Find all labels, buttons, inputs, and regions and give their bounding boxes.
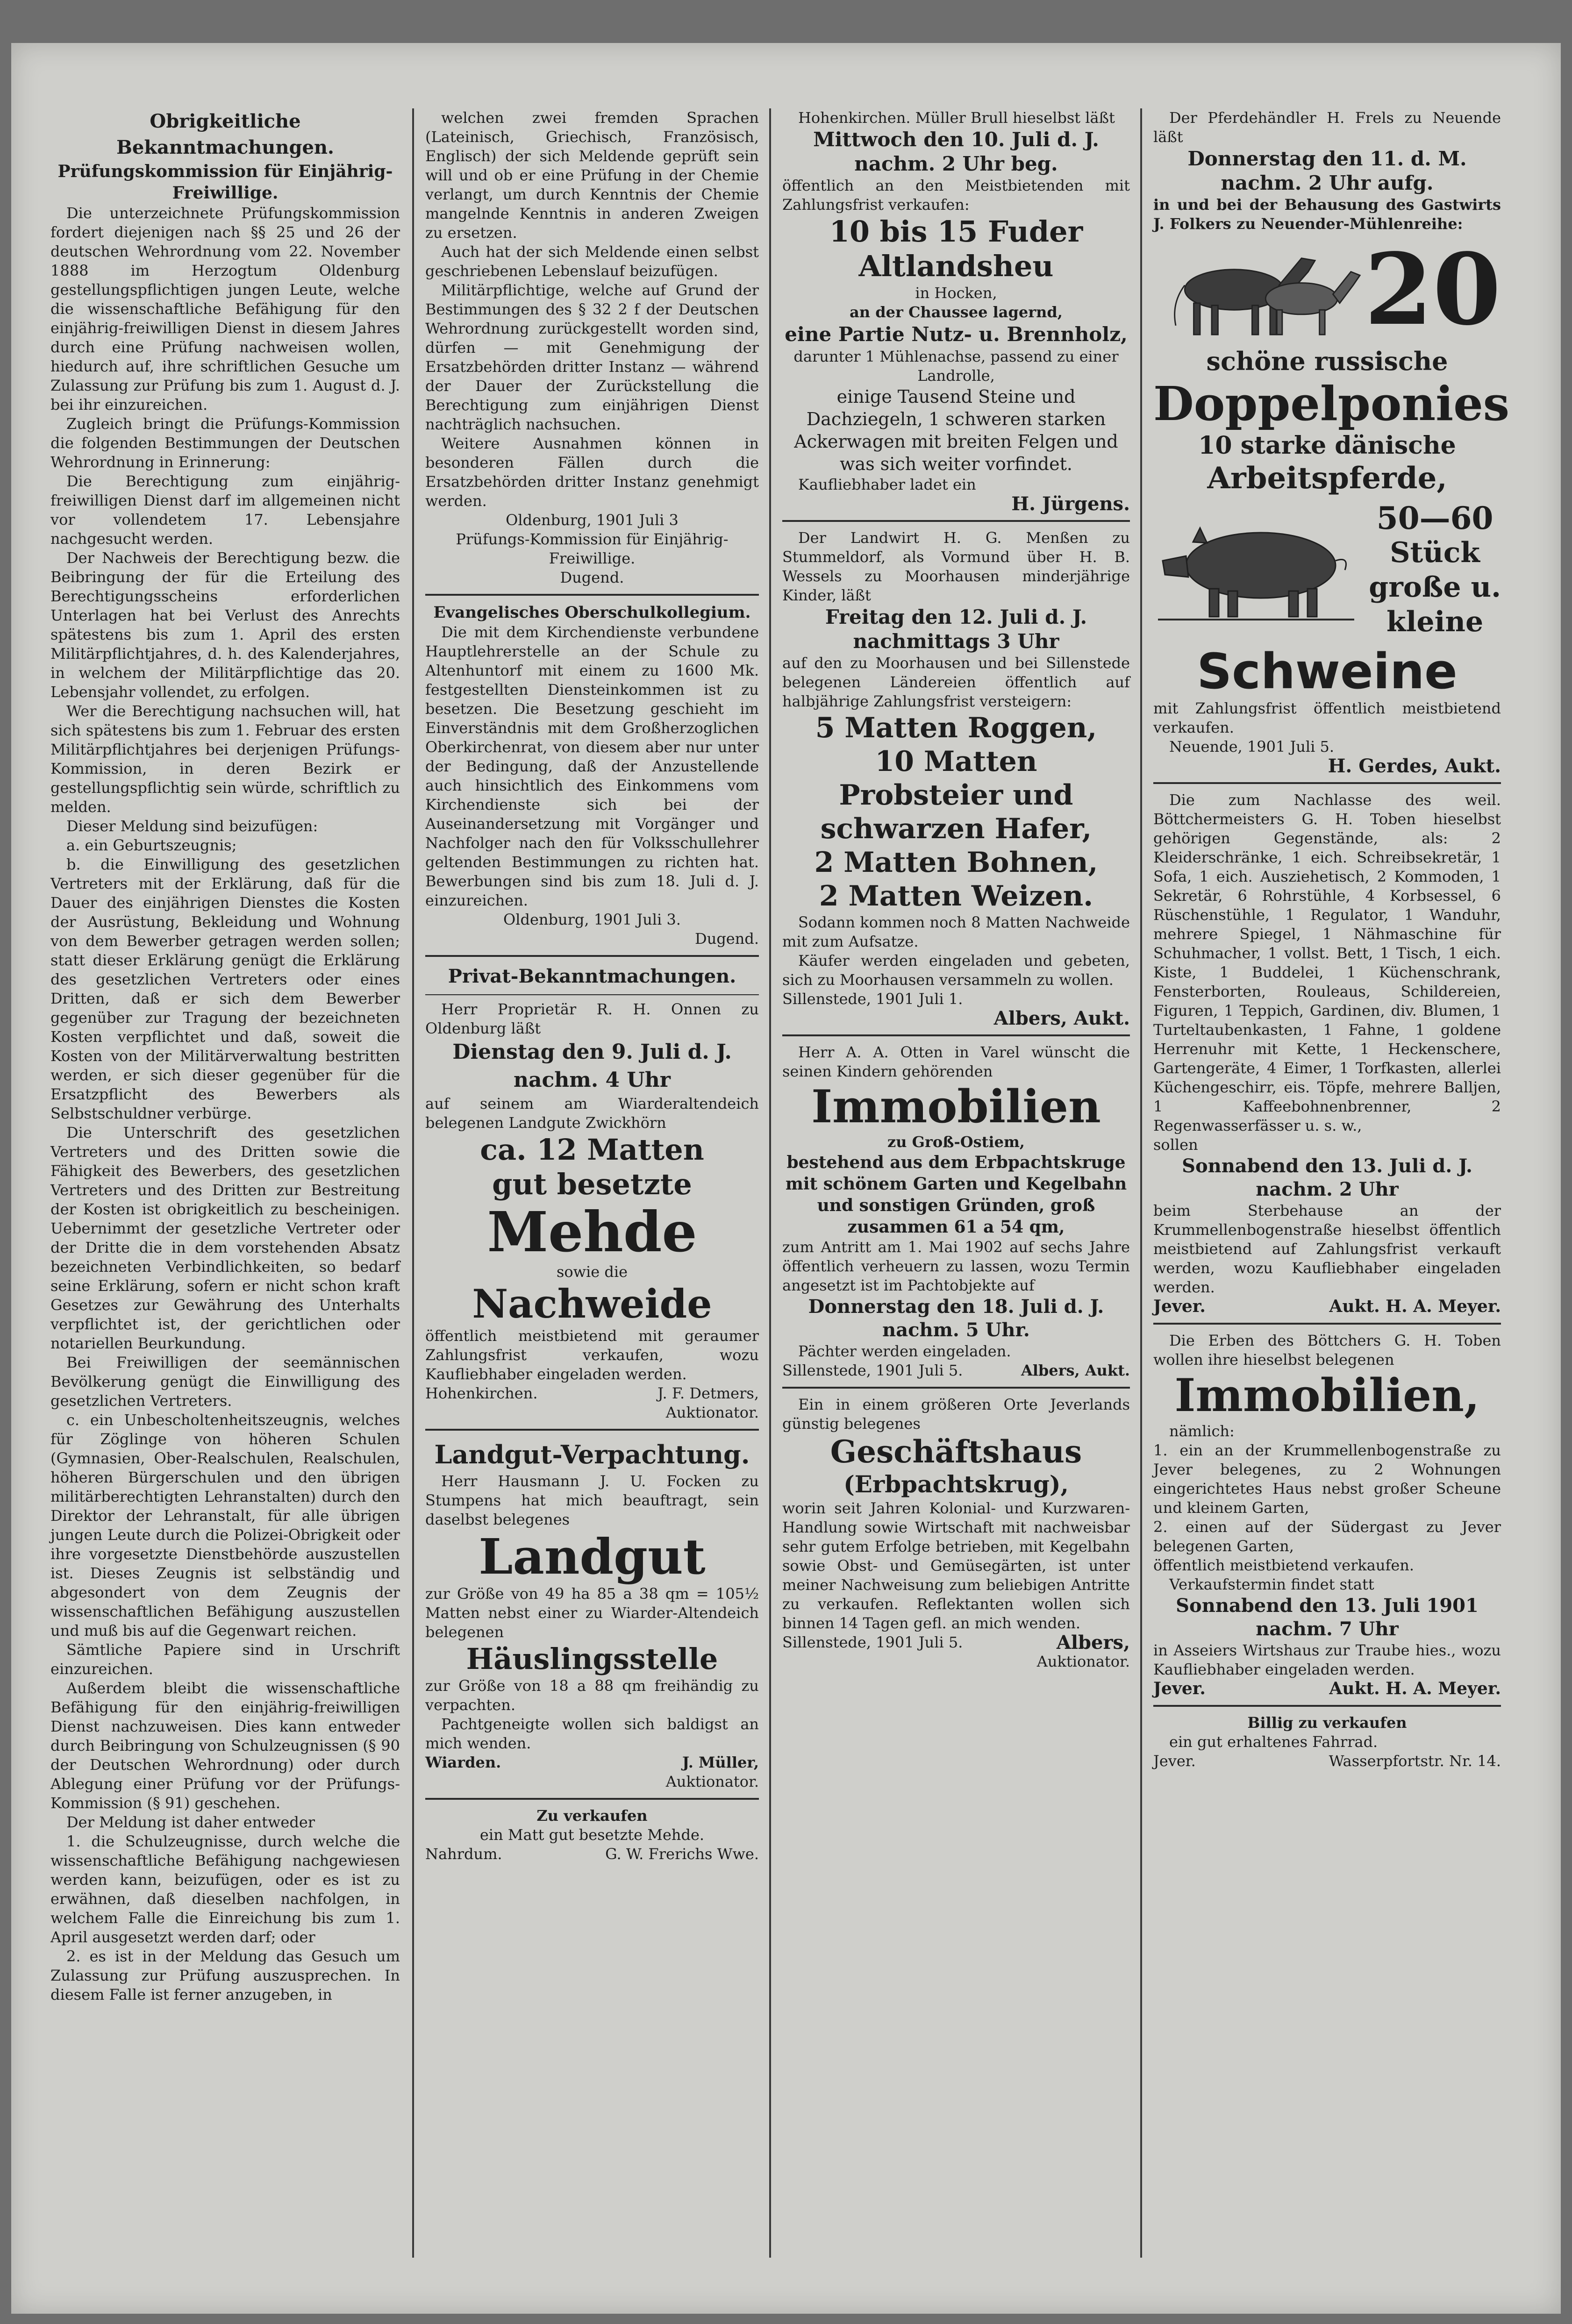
- ad-list-item: 2. einen auf der Südergast zu Jever belegenen Garten,: [1153, 1518, 1501, 1555]
- ad-text: große u.: [1369, 571, 1501, 604]
- signature-name: G. W. Frerichs Wwe.: [605, 1845, 759, 1863]
- ad-date: Donnerstag den 18. Juli d. J.: [808, 1296, 1104, 1318]
- signature-name: H. Jürgens.: [1011, 493, 1130, 515]
- column-1: [39, 108, 411, 2258]
- ad-text: Kaufliebhaber ladet ein: [798, 476, 976, 493]
- signature-place: Wiarden.: [425, 1754, 501, 1771]
- ad-text: öffentlich meistbietend verkaufen.: [1153, 1556, 1415, 1574]
- paragraph: Die unterzeichnete Prüfungskommission fordert diejenigen nach §§ 25 und 26 der deutschen Wehrordnung vom 22. November 1888 im Herzogtum Oldenburg gestellungspflichtigen jungen Leute, welche die wissenschaftliche Befähigung für den einjährig-freiwilligen Dienst in diesem Jahres durch eine Prüfung nachweisen wollen, hiedurch auf, ihre schriftlichen Gesuche um Zulassung zur Prüfung bis zum 1. August d. J. bei ihr einzureichen.: [50, 204, 400, 413]
- ad-headline-large: Schweine: [1197, 643, 1458, 700]
- paragraph: Wer die Berechtigung nachsuchen will, hat sich spätestens bis zum 1. Februar des ersten Militärpflichtjahres bei derjenigen Prüfungs-Kommission, in deren Bezirk er gestellungspflichtig sein würde, schriftlich zu melden.: [50, 702, 400, 816]
- ad-headline: Häuslingsstelle: [466, 1642, 718, 1676]
- paragraph: Militärpflichtige, welche auf Grund der Bestimmungen des § 32 2 f der Deutschen Wehrordnung zurückgestellt worden sind, dürfen — mit Genehmigung der Ersatzbehörden dritter Instanz — während der Dauer der Zurückstellung die Berechtigung zum einjährigen Dienst nachträglich nachsuchen.: [425, 281, 759, 433]
- column-3: [771, 108, 1141, 2258]
- ad-headline: 10 bis 15 Fuder: [829, 214, 1083, 249]
- signature-org: Prüfungs-Kommission für Einjährig-Freiwillige.: [456, 530, 729, 567]
- signature-place: Nahrdum.: [425, 1845, 502, 1863]
- ad-headline: schwarzen Hafer,: [820, 813, 1092, 845]
- signature-name: H. Gerdes, Aukt.: [1328, 755, 1501, 777]
- signature-name: Dugend.: [560, 569, 624, 586]
- paragraph: Sämtliche Papiere sind in Urschrift einzureichen.: [50, 1641, 400, 1678]
- paragraph: Dieser Meldung sind beizufügen:: [66, 817, 318, 835]
- signature-name: Albers, Aukt.: [1021, 1362, 1130, 1379]
- ad-intro: Herr Proprietär R. H. Onnen zu Oldenburg läßt: [425, 1000, 759, 1037]
- ad-headline: 5 Matten Roggen,: [815, 712, 1097, 744]
- column-4: [1142, 108, 1512, 2258]
- ad-text: Käufer werden eingeladen und gebeten, sich zu Moorhausen versammeln zu wollen.: [782, 952, 1130, 989]
- pig-illustration: [1153, 509, 1359, 631]
- ad-text: öffentlich meistbietend mit geraumer Zahlungsfrist verkaufen, wozu Kaufliebhaber eingeladen werden.: [425, 1327, 759, 1383]
- signature-name: J. F. Detmers,: [657, 1384, 759, 1402]
- section-heading: Obrigkeitliche Bekanntmachungen.: [116, 110, 334, 158]
- ad-date: Mittwoch den 10. Juli d. J.: [813, 128, 1099, 151]
- paragraph: c. ein Unbescholtenheitszeugnis, welches für Zöglinge von höheren Schulen (Gymnasien, Ober-Realschulen, Realschulen, höheren Bürgerschulen und den übrigen militärberechtigten Lehranstalten) durch den Direktor der Lehranstalt, für alle übrigen jungen Leute durch die Polizei-Obrigkeit oder ihre vorgesetzte Dienstbehörde auszustellen ist. Dieses Zeugnis ist selbständig und abgesondert von dem Zeugnis der wissenschaftlichen Befähigung auszustellen und muß bis auf die Gegenwart reichen.: [50, 1411, 400, 1640]
- ad-headline-large: Landgut: [479, 1528, 706, 1585]
- ad-headline: eine Partie Nutz- u. Brennholz,: [785, 323, 1128, 346]
- notice-body: [50, 204, 400, 2004]
- ad-time: nachm. 2 Uhr: [1256, 1178, 1399, 1200]
- ad-text: sowie die: [556, 1263, 628, 1281]
- ad-text: kleine: [1386, 606, 1484, 638]
- ad-text: an der Chaussee lagernd,: [850, 303, 1063, 321]
- ad-text: Verkaufstermin findet statt: [1169, 1575, 1374, 1593]
- signature-place: Oldenburg, 1901 Juli 3: [506, 511, 679, 529]
- ad-intro: Der Landwirt H. G. Menßen zu Stummeldorf, als Vormund über H. B. Wessels zu Moorhausen minderjährige Kinder, läßt: [782, 529, 1130, 604]
- signature-name: J. Müller,: [682, 1754, 759, 1771]
- ad-text: mit Zahlungsfrist öffentlich meistbietend verkaufen.: [1153, 699, 1501, 736]
- ad-headline-large: Immobilien: [811, 1080, 1101, 1133]
- ad-text: in Hocken,: [915, 284, 997, 302]
- ad-headline: schöne russische: [1206, 346, 1448, 376]
- ad-date: Dienstag den 9. Juli d. J.: [452, 1040, 732, 1064]
- divider: [425, 994, 759, 995]
- divider: [425, 594, 759, 596]
- ad-text: öffentlich an den Meistbietenden mit Zahlungsfrist verkaufen:: [782, 177, 1130, 214]
- signature-name: Aukt. H. A. Meyer.: [1329, 1679, 1501, 1698]
- paragraph: 1. die Schulzeugnisse, durch welche die wissenschaftliche Befähigung nachgewiesen werden kann, beizufügen, oder es ist zu erwähnen, daß dieselben nachfolgen, in welchem Falle die Einreichung bis zum 1. April ausgesetzt werden darf; oder: [50, 1832, 400, 1946]
- paragraph: a. ein Geburtszeugnis;: [66, 836, 237, 854]
- ad-signature: [425, 1753, 759, 1772]
- notice-heading: Prüfungskommission für Einjährig-Freiwillige.: [57, 162, 393, 203]
- ad-text: zur Größe von 18 a 88 qm freihändig zu verpachten.: [425, 1677, 759, 1714]
- divider: [782, 1034, 1130, 1036]
- paragraph: Auch hat der sich Meldende einen selbst geschriebenen Lebenslauf beizufügen.: [425, 243, 759, 280]
- pig-illustration-row: [1153, 501, 1501, 639]
- ad-time: nachm. 7 Uhr: [1256, 1618, 1399, 1640]
- pig-count-block: [1369, 501, 1501, 639]
- paragraph: Zugleich bringt die Prüfungs-Kommission die folgenden Bestimmungen der Deutschen Wehrordnung in Erinnerung:: [50, 415, 400, 471]
- ad-time: nachm. 2 Uhr aufg.: [1221, 171, 1434, 194]
- column-2: [414, 108, 770, 2258]
- ad-heading: Billig zu verkaufen: [1247, 1714, 1407, 1732]
- signature-place: Sillenstede, 1901 Juli 1.: [782, 990, 963, 1008]
- ad-text: Stück: [1390, 536, 1480, 569]
- signature-place: Neuende, 1901 Juli 5.: [1169, 738, 1335, 756]
- section-heading: Privat-Bekanntmachungen.: [448, 965, 736, 987]
- signature-name: Dugend.: [695, 930, 759, 948]
- ad-time: nachm. 2 Uhr beg.: [854, 152, 1058, 175]
- ad-time: nachm. 4 Uhr: [514, 1068, 671, 1092]
- ad-headline-large: Immobilien,: [1174, 1369, 1480, 1422]
- ad-headline: Altlandsheu: [858, 249, 1054, 283]
- ad-text: worin seit Jahren Kolonial- und Kurzwaren-Handlung sowie Wirtschaft mit nachweisbar sehr gutem Erfolge betrieben, mit Kegelbahn sowie Obst- und Gemüsegärten, ist unter meiner Nachweisung zum beliebigen Antritte zu verkaufen. Reflektanten wollen sich binnen 14 Tagen gefl. an mich wenden.: [782, 1499, 1130, 1632]
- signature-name: Albers, Aukt.: [993, 1007, 1130, 1029]
- signature-name: Aukt. H. A. Meyer.: [1329, 1297, 1501, 1316]
- ad-text: zur Größe von 49 ha 85 a 38 qm = 105½ Matten nebst einer zu Wiarder-Altendeich belegenen: [425, 1585, 759, 1641]
- ad-headline: 2 Matten Weizen.: [819, 880, 1093, 912]
- paragraph: welchen zwei fremden Sprachen (Lateinisch, Griechisch, Französisch, Englisch) der sich Meldende geprüft sein will und ob er eine Prüfung in der Chemie verlangt, um durch Kenntnis der Chemie mangelnde Kenntnis in anderen Zweigen zu ersetzen.: [425, 109, 759, 242]
- divider: [782, 520, 1130, 522]
- divider: [1153, 1705, 1501, 1707]
- paragraph: Der Nachweis der Berechtigung bezw. die Beibringung der für die Erteilung des Berechtigungsscheins erforderlichen Unterlagen hat bei Verlust des Anrechts spätestens bis zum 1. April des ersten Militärpflichtjahres, d. h. des Kalenderjahres, in welchem der Militärpflichtige das 20. Lebensjahr vollendet, zu erfolgen.: [50, 549, 400, 701]
- ad-headline: Landgut-Verpachtung.: [434, 1440, 750, 1469]
- ad-headline: 10 starke dänische: [1198, 431, 1456, 460]
- ad-headline: (Erbpachtskrug),: [843, 1470, 1069, 1498]
- ad-signature: [782, 1633, 1130, 1652]
- ad-headline: Arbeitspferde,: [1207, 461, 1447, 496]
- ad-text: Die zum Nachlasse des weil. Böttchermeisters G. H. Toben hieselbst gehörigen Gegenstände, als: 2 Kleiderschränke, 1 eich. Schreibsekretär, 1 Sofa, 1 eich. Ausziehetisch, 2 Kommoden, 1 Sekretär, 6 Rohrstühle, 4 Korbsessel, 6 Rüschenstühle, 1 Regulator, 1 Wanduhr, mehrere Spiegel, 1 Nähmaschine für Schuhmacher, 1 vollst. Bett, 1 Tisch, 1 eich. Kiste, 1 Buddelei, 1 Küchenschrank, Fensterborten, Rouleaus, Schildereien, Figuren, 1 Teppich, Gardinen, div. Blumen, 1 Turteltaubenkasten, 1 Fahne, 1 goldene Herrenuhr mit Kette, 1 Heckenschere, Gartengeräte, 4 Eimer, 1 Torfkasten, allerlei Küchengeschirr, eis. Töpfe, mehrere Balljen, 1 Kaffeebohnenbrenner, 2 Regenwasserfässer u. s. w.,: [1153, 791, 1501, 1134]
- ad-date: Donnerstag den 11. d. M.: [1187, 147, 1467, 170]
- notice-heading: Evangelisches Oberschulkollegium.: [433, 603, 751, 622]
- ad-time: nachm. 5 Uhr.: [882, 1319, 1030, 1341]
- paragraph: b. die Einwilligung des gesetzlichen Vertreters mit der Erklärung, daß für die Dauer des einjährigen Dienstes die Kosten der Ausrüstung, Bekleidung und Wohnung von dem Bewerber getragen werden sollen; statt dieser Erklärung genügt die Erklärung des gesetzlichen Vertreters oder eines Dritten, daß er sich dem Bewerber gegenüber zur Tragung der bezeichneten Kosten verpflichtet und daß, soweit die Kosten von der Militärverwaltung bestritten werden, er sich dieser gegenüber für die Ersatzpflicht des Bewerbers als Selbstschuldner verbürge.: [50, 855, 400, 1122]
- divider: [425, 1429, 759, 1431]
- ad-text: Pachtgeneigte wollen sich baldigst an mich wenden.: [425, 1715, 759, 1752]
- ad-text: ein Matt gut besetzte Mehde.: [479, 1826, 705, 1844]
- paragraph: Weitere Ausnahmen können in besonderen Fällen durch die Ersatzbehörden dritter Instanz genehmigt werden.: [425, 435, 759, 510]
- signature-role: Auktionator.: [665, 1404, 759, 1421]
- ad-intro: Herr A. A. Otten in Varel wünscht die seinen Kindern gehörenden: [782, 1043, 1130, 1080]
- ad-text: darunter 1 Mühlenachse, passend zu einer Landrolle,: [793, 348, 1119, 385]
- divider: [782, 1387, 1130, 1389]
- horses-illustration-row: [1153, 232, 1501, 347]
- paragraph: Außerdem bleibt die wissenschaftliche Befähigung für den einjährig-freiwilligen Dienst nachzuweisen. Dies kann entweder durch Beibringung von Schulzeugnissen (§ 90 der Deutschen Wehrordnung) oder durch Ablegung einer Prüfung vor der Prüfungs-Kommission (§ 91) geschehen.: [50, 1679, 400, 1812]
- ad-signature: [425, 1845, 759, 1864]
- newspaper-page: [11, 43, 1561, 2314]
- ad-text: sollen: [1153, 1136, 1198, 1154]
- ad-text: einige Tausend Steine und Dachziegeln, 1 schweren starken Ackerwagen mit breiten Felgen und was sich weiter vorfindet.: [794, 386, 1118, 474]
- ad-signature: [782, 1361, 1130, 1380]
- ad-text: auf seinem am Wiarderaltendeich belegenen Landgute Zwickhörn: [425, 1095, 759, 1132]
- ad-headline-large: Nachweide: [472, 1281, 712, 1327]
- ad-date: Sonnabend den 13. Juli d. J.: [1182, 1155, 1472, 1177]
- signature-role: Auktionator.: [665, 1773, 759, 1790]
- ad-time: nachmittags 3 Uhr: [853, 630, 1059, 653]
- signature-place: Sillenstede, 1901 Juli 5.: [782, 1362, 963, 1379]
- paragraph: Die Berechtigung zum einjährig-freiwilligen Dienst darf im allgemeinen nicht vor vollendetem 17. Lebensjahre nachgesucht werden.: [50, 472, 400, 548]
- ad-headline: 10 Matten: [875, 745, 1037, 778]
- paragraph: 2. es ist in der Meldung das Gesuch um Zulassung zur Prüfung auszusprechen. In diesem Falle ist ferner anzugeben, in: [50, 1947, 400, 2003]
- divider: [1153, 782, 1501, 784]
- ad-headline: Probsteier und: [839, 779, 1073, 812]
- ad-text: ein gut erhaltenes Fahrrad.: [1169, 1733, 1378, 1751]
- paragraph: Der Meldung ist daher entweder: [66, 1813, 315, 1831]
- signature-name: Albers,: [1056, 1632, 1130, 1654]
- ad-signature: [1153, 1752, 1501, 1771]
- ad-text: beim Sterbehause an der Krummellenbogenstraße hieselbst öffentlich meistbietend auf Zahlungsfrist verkauft werden, wozu Kaufliebhaber eingeladen werden.: [1153, 1202, 1501, 1296]
- signature-name: Wasserpfortstr. Nr. 14.: [1329, 1752, 1501, 1770]
- ad-heading: Zu verkaufen: [536, 1807, 648, 1825]
- paragraph: Bei Freiwilligen der seemännischen Bevölkerung genügt die Einwilligung des gesetzlichen Vertreters.: [50, 1354, 400, 1410]
- ad-headline: ca. 12 Matten: [480, 1133, 704, 1167]
- ad-signature: [1153, 1297, 1501, 1316]
- ad-text: in und bei der Behausung des Gastwirts J. Folkers zu Neuender-Mühlenreihe:: [1153, 196, 1501, 233]
- horses-illustration: [1153, 238, 1365, 341]
- ad-headline: gut besetzte: [492, 1167, 692, 1201]
- signature-place: Jever.: [1153, 1297, 1206, 1316]
- divider: [425, 1798, 759, 1800]
- divider: [1153, 1323, 1501, 1325]
- ad-headline-large: Doppelponies: [1153, 376, 1510, 431]
- signature-place: Hohenkirchen.: [425, 1384, 538, 1402]
- ad-date: Freitag den 12. Juli d. J.: [825, 606, 1087, 628]
- ad-number: 50—60: [1376, 500, 1493, 536]
- signature-role: Auktionator.: [1036, 1653, 1130, 1670]
- ad-signature: [1153, 1679, 1501, 1698]
- ad-headline: Geschäftshaus: [830, 1433, 1082, 1470]
- ad-text: zu Groß-Ostiem,: [887, 1133, 1025, 1151]
- divider: [425, 955, 759, 957]
- signature-place: Sillenstede, 1901 Juli 5.: [782, 1633, 963, 1651]
- paragraph: Die Unterschrift des gesetzlichen Vertreters und des Dritten sowie die Fähigkeit des Bewerbers, des gesetzlichen Vertreters und des Dritten zur Bestreitung der Kosten ist obrigkeitlich zu bescheinigen. Uebernimmt der gesetzliche Vertreter oder der Dritte die in dem vorstehenden Absatz bezeichneten Verbindlichkeiten, so bedarf seine Erklärung, sofern er nicht schon kraft Gesetzes zur Gewährung des Unterhalts verpflichtet ist, der gerichtlichen oder notariellen Beurkundung.: [50, 1124, 400, 1352]
- signature-place: Jever.: [1153, 1679, 1206, 1698]
- signature-place: Oldenburg, 1901 Juli 3.: [503, 911, 681, 928]
- ad-text: Sodann kommen noch 8 Matten Nachweide mit zum Aufsatze.: [782, 913, 1130, 950]
- ad-date: Sonnabend den 13. Juli 1901: [1176, 1595, 1479, 1617]
- paragraph: Die mit dem Kirchendienste verbundene Hauptlehrerstelle an der Schule zu Altenhuntorf mit einem zu 1600 Mk. festgestellten Diensteinkommen ist zu besetzen. Die Besetzung geschieht im Einverständnis mit dem Großherzoglichen Oberkirchenrat, von diesem aber nur unter der Bedingung, daß der Anzustellende auch hinsichtlich des Einkommens vom Kirchendienste sich bei der Auseinandersetzung mit Vorgänger und Nachfolger nach den für Volksschullehrer geltenden Bestimmungen zu richten hat. Bewerbungen sind bis zum 18. Juli d. J. einzureichen.: [425, 623, 759, 909]
- ad-intro: Hohenkirchen. Müller Brull hieselbst läßt: [798, 109, 1115, 127]
- ad-text: bestehend aus dem Erbpachtskruge mit schönem Garten und Kegelbahn und sonstigen Gründen, groß zusammen 61 a 54 qm,: [785, 1153, 1127, 1237]
- ad-intro: Herr Hausmann J. U. Focken zu Stumpens hat mich beauftragt, sein daselbst belegenes: [425, 1472, 759, 1528]
- ad-text: Pächter werden eingeladen.: [798, 1342, 1011, 1360]
- ad-intro: Der Pferdehändler H. Frels zu Neuende läßt: [1153, 109, 1501, 146]
- ad-number: 20: [1364, 232, 1501, 347]
- ad-text: auf den zu Moorhausen und bei Sillenstede belegenen Ländereien öffentlich auf halbjährige Zahlungsfrist versteigern:: [782, 654, 1130, 710]
- ad-headline-large: Mehde: [487, 1199, 697, 1264]
- ad-signature: [425, 1384, 759, 1403]
- ad-text: in Asseiers Wirtshaus zur Traube hies., wozu Kaufliebhaber eingeladen werden.: [1153, 1641, 1501, 1678]
- ad-headline: 2 Matten Bohnen,: [814, 846, 1098, 879]
- ad-list-item: 1. ein an der Krummellenbogenstraße zu Jever belegenes, zu 2 Wohnungen eingerichtetes Haus nebst großer Scheune und kleinem Garten,: [1153, 1441, 1501, 1517]
- ad-text: nämlich:: [1169, 1422, 1235, 1440]
- signature-place: Jever.: [1153, 1752, 1196, 1770]
- ad-intro: Die Erben des Böttchers G. H. Toben wollen ihre hieselbst belegenen: [1153, 1332, 1501, 1369]
- ad-intro: Ein in einem größeren Orte Jeverlands günstig belegenes: [782, 1396, 1130, 1433]
- ad-text: zum Antritt am 1. Mai 1902 auf sechs Jahre öffentlich verheuern zu lassen, wozu Termin angesetzt ist im Pachtobjekte auf: [782, 1238, 1130, 1294]
